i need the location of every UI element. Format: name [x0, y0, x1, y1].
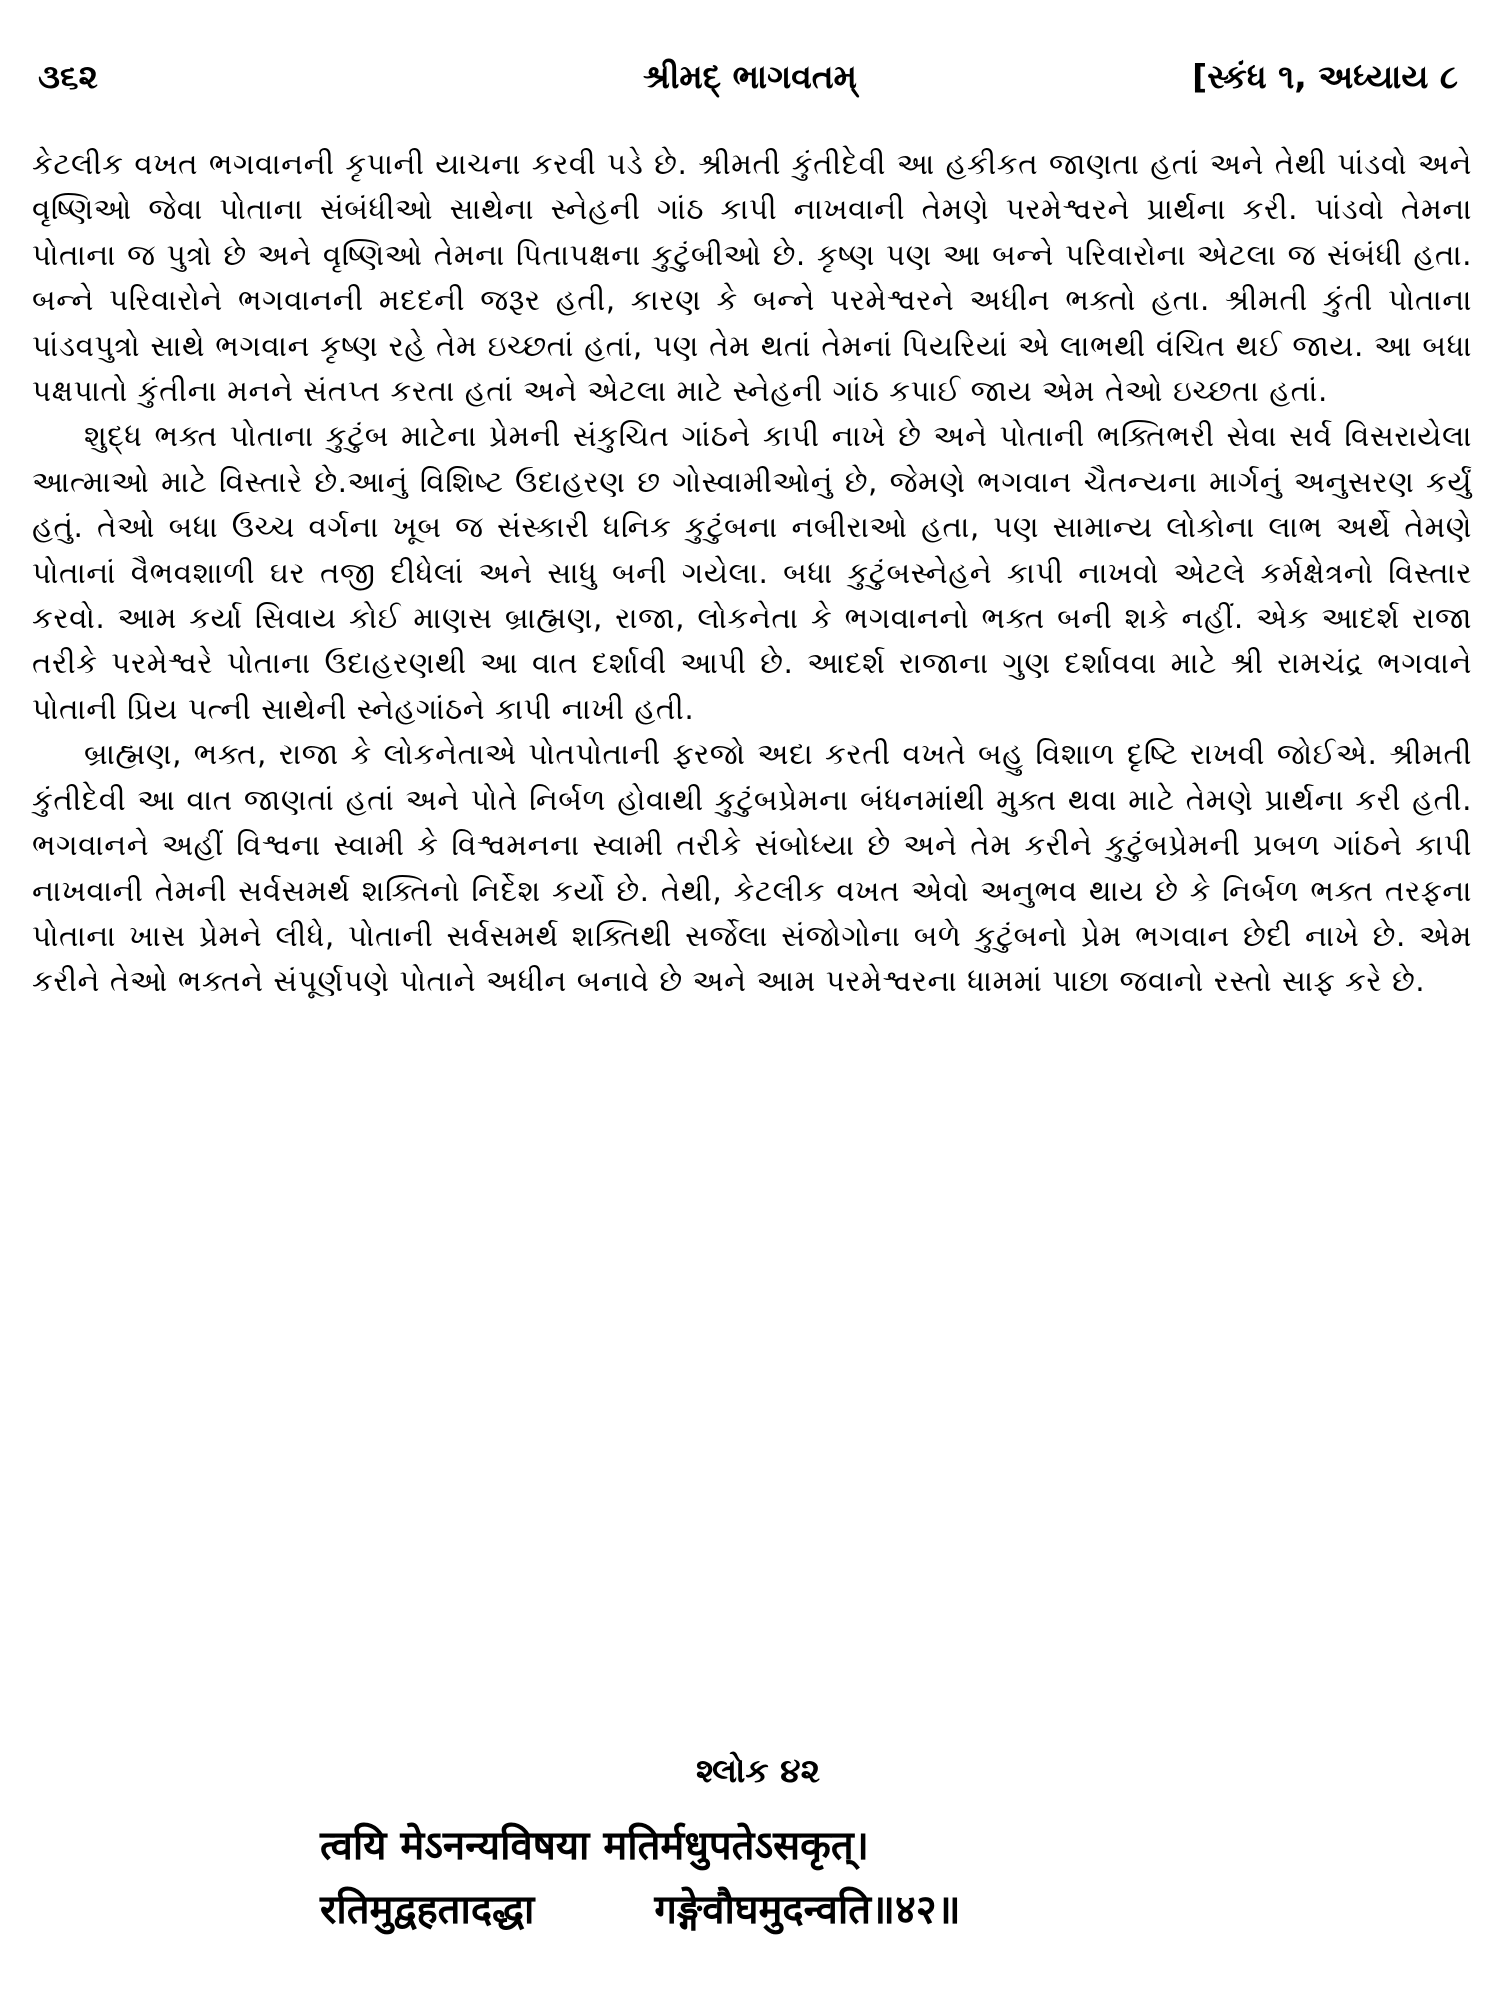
- page-header: [30, 52, 1470, 102]
- verse-line-1: त्वयि मेऽनन्यविषया मतिर्मधुपतेऽसकृत्।: [320, 1822, 869, 1869]
- chapter-reference: [સ્કંધ ૧, અધ્યાય ૮: [1192, 57, 1458, 96]
- paragraph-3: બ્રાહ્મણ, ભક્ત, રાજા કે લોકનેતાએ પોતપોતાની ફરજો અદા કરતી વખતે બહુ વિશાળ દૃષ્ટિ રાખવી જોઈએ. શ્રીમતી કુંતીદેવી આ વાત જાણતાં હતાં અને પોતે નિર્બળ હોવાથી કુટુંબપ્રેમના બંધનમાંથી મુક્ત થવા માટે તેમણે પ્રાર્થના કરી હતી. ભગવાનને અહીં વિશ્વના સ્વામી કે વિશ્વમનના સ્વામી તરીકે સંબોધ્યા છે અને તેમ કરીને કુટુંબપ્રેમની પ્રબળ ગાંઠને કાપી નાખવાની તેમની સર્વસમર્થ શક્તિનો નિર્દેશ કર્યો છે. તેથી, કેટલીક વખત એવો અનુભવ થાય છે કે નિર્બળ ભક્ત તરફના પોતાના ખાસ પ્રેમને લીધે, પોતાની સર્વસમર્થ શક્તિથી સર્જેલા સંજોગોના બળે કુટુંબનો પ્રેમ ભગવાન છેદી નાખે છે. એમ કરીને તેઓ ભક્તને સંપૂર્ણપણે પોતાને અધીન બનાવે છે અને આમ પરમેશ્વરના ધામમાં પાછા જવાનો રસ્તો સાફ કરે છે.: [32, 737, 1472, 999]
- book-title: શ્રીમદ્ ભાગવતમ્: [643, 57, 857, 96]
- sanskrit-verse: [320, 1814, 1260, 1942]
- paragraph-1: કેટલીક વખત ભગવાનની કૃપાની યાચના કરવી પડે છે. શ્રીમતી કુંતીદેવી આ હકીકત જાણતા હતાં અને તેથી પાંડવો અને વૃષ્ણિઓ જેવા પોતાના સંબંધીઓ સાથેના સ્નેહની ગાંઠ કાપી નાખવાની તેમણે પરમેશ્વરને પ્રાર્થના કરી. પાંડવો તેમના પોતાના જ પુત્રો છે અને વૃષ્ણિઓ તેમના પિતાપક્ષના કુટુંબીઓ છે. કૃષ્ણ પણ આ બન્ને પરિવારોના એટલા જ સંબંધી હતા. બન્ને પરિવારોને ભગવાનની મદદની જરૂર હતી, કારણ કે બન્ને પરમેશ્વરને અધીન ભક્તો હતા. શ્રીમતી કુંતી પોતાના પાંડવપુત્રો સાથે ભગવાન કૃષ્ણ રહે તેમ ઇચ્છતાં હતાં, પણ તેમ થતાં તેમનાં પિયરિયાં એ લાભથી વંચિત થઈ જાય. આ બધા પક્ષપાતો કુંતીના મનને સંતપ્ત કરતા હતાં અને એટલા માટે સ્નેહની ગાંઠ કપાઈ જાય એમ તેઓ ઇચ્છતા હતાં.: [32, 147, 1472, 409]
- purport-text: [32, 142, 1472, 1005]
- page-number: ૩૬૨: [38, 57, 98, 96]
- verse-line-2-left: रतिमुद्वहतादद्धा: [320, 1886, 535, 1933]
- verse-line-2-right: गङ्गेवौघमुदन्वति॥४२॥: [654, 1886, 961, 1933]
- verse-heading: શ્લોક ૪૨: [696, 1751, 820, 1790]
- paragraph-2: શુદ્ધ ભક્ત પોતાના કુટુંબ માટેના પ્રેમની સંકુચિત ગાંઠને કાપી નાખે છે અને પોતાની ભક્તિભરી સેવા સર્વ વિસરાયેલા આત્માઓ માટે વિસ્તારે છે.આનું વિશિષ્ટ ઉદાહરણ છ ગોસ્વામીઓનું છે, જેમણે ભગવાન ચૈતન્યના માર્ગનું અનુસરણ કર્યું હતું. તેઓ બધા ઉચ્ચ વર્ગના ખૂબ જ સંસ્કારી ધનિક કુટુંબના નબીરાઓ હતા, પણ સામાન્ય લોકોના લાભ અર્થે તેમણે પોતાનાં વૈભવશાળી ઘર તજી દીધેલાં અને સાધુ બની ગયેલા. બધા કુટુંબસ્નેહને કાપી નાખવો એટલે કર્મક્ષેત્રનો વિસ્તાર કરવો. આમ કર્યા સિવાય કોઈ માણસ બ્રાહ્મણ, રાજા, લોકનેતા કે ભગવાનનો ભક્ત બની શકે નહીં. એક આદર્શ રાજા તરીકે પરમેશ્વરે પોતાના ઉદાહરણથી આ વાત દર્શાવી આપી છે. આદર્શ રાજાના ગુણ દર્શાવવા માટે શ્રી રામચંદ્ર ભગવાને પોતાની પ્રિય પત્ની સાથેની સ્નેહગાંઠને કાપી નાખી હતી.: [32, 419, 1472, 726]
- verse-line-2: [320, 1878, 1260, 1942]
